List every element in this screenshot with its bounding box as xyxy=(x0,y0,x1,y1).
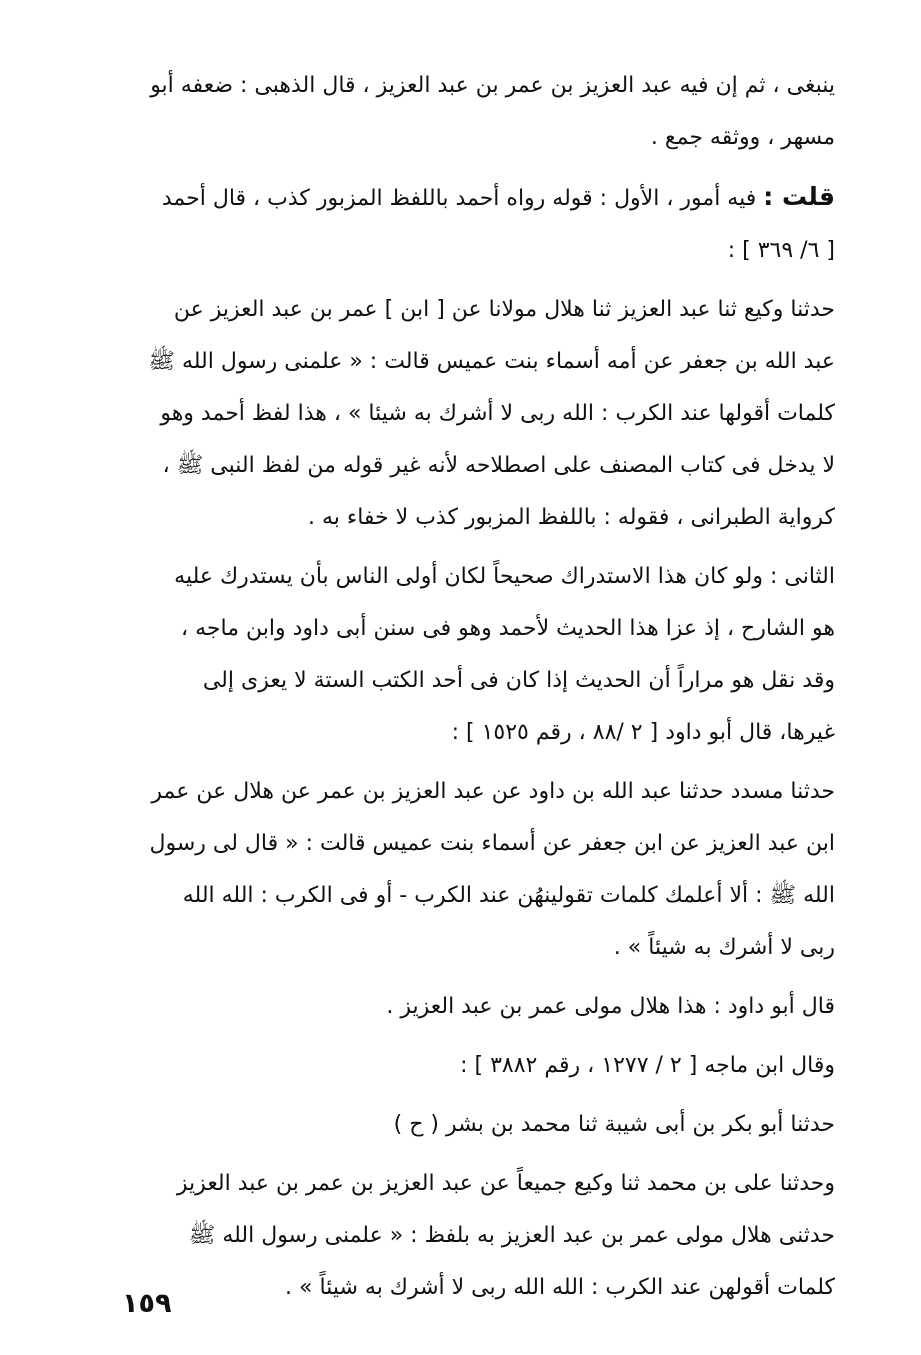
paragraph-abu-dawud-hadith xyxy=(70,766,839,974)
paragraph-ibn-majah-ref xyxy=(70,1040,839,1092)
text-line: ينبغى ، ثم إن فيه عبد العزيز بن عمر بن عبد العزيز ، قال الذهبى : ضعفه أبو xyxy=(150,73,835,98)
text-line: قال أبو داود : هذا هلال مولى عمر بن عبد العزيز . xyxy=(386,994,835,1019)
text-line: ابن عبد العزيز عن ابن جعفر عن أسماء بنت عميس قالت : « قال لى رسول xyxy=(149,831,835,856)
text-line: وقد نقل هو مراراً أن الحديث إذا كان فى أحد الكتب الستة لا يعزى إلى xyxy=(202,668,835,693)
text-line: وحدثنا على بن محمد ثنا وكيع جميعاً عن عبد العزيز بن عمر بن عبد العزيز xyxy=(176,1171,835,1196)
bold-lead-word: قلت : xyxy=(763,182,835,211)
text-line: عبد الله بن جعفر عن أمه أسماء بنت عميس قالت : « علمنى رسول الله ﷺ xyxy=(148,349,835,374)
paragraph-dhahabi xyxy=(70,60,839,164)
paragraph-abu-dawud-note xyxy=(70,981,839,1033)
paragraph-second-point xyxy=(70,551,839,759)
paragraph-qultu xyxy=(70,171,839,277)
paragraph-ahmad-hadith xyxy=(70,284,839,544)
text-line: غيرها، قال أبو داود [ ٢ /٨٨ ، رقم ١٥٢٥ ] : xyxy=(451,720,835,745)
text-line: حدثنا أبو بكر بن أبى شيبة ثنا محمد بن بشر ( ح ) xyxy=(393,1112,835,1137)
text-line: الله ﷺ : ألا أعلمك كلمات تقولينهُن عند الكرب - أو فى الكرب : الله الله xyxy=(182,883,835,908)
text-line: ربى لا أشرك به شيئاً » . xyxy=(613,935,835,960)
text-fragment: فيه أمور ، الأول : قوله رواه أحمد باللفظ المزبور كذب ، قال أحمد xyxy=(161,186,764,211)
text-line: لا يدخل فى كتاب المصنف على اصطلاحه لأنه غير قوله من لفظ النبى ﷺ ، xyxy=(162,453,835,478)
text-line: مسهر ، ووثقه جمع . xyxy=(650,125,835,150)
text-line: كلمات أقولها عند الكرب : الله ربى لا أشرك به شيئا » ، هذا لفظ أحمد وهو xyxy=(160,401,835,426)
text-line: كرواية الطبرانى ، فقوله : باللفظ المزبور كذب لا خفاء به . xyxy=(307,505,835,530)
text-line-with-lead xyxy=(70,171,835,225)
text-line: حدثنا وكيع ثنا عبد العزيز ثنا هلال مولانا عن [ ابن ] عمر بن عبد العزيز عن xyxy=(173,297,835,322)
text-line: كلمات أقولهن عند الكرب : الله الله ربى لا أشرك به شيئاً » . xyxy=(285,1275,835,1300)
text-line: هو الشارح ، إذ عزا هذا الحديث لأحمد وهو فى سنن أبى داود وابن ماجه ، xyxy=(181,616,835,641)
text-line: [ ٦/ ٣٦٩ ] : xyxy=(727,238,835,263)
text-line: وقال ابن ماجه [ ٢ / ١٢٧٧ ، رقم ٣٨٨٢ ] : xyxy=(460,1053,835,1078)
paragraph-ibn-majah-hadith xyxy=(70,1158,839,1314)
text-line: حدثنا مسدد حدثنا عبد الله بن داود عن عبد العزيز بن عمر عن هلال عن عمر xyxy=(151,779,835,804)
text-line: الثانى : ولو كان هذا الاستدراك صحيحاً لكان أولى الناس بأن يستدرك عليه xyxy=(174,564,835,589)
page-number: ١٥٩ xyxy=(122,1288,172,1319)
paragraph-isnad xyxy=(70,1099,839,1151)
text-line: حدثنى هلال مولى عمر بن عبد العزيز به بلفظ : « علمنى رسول الله ﷺ xyxy=(188,1223,835,1248)
